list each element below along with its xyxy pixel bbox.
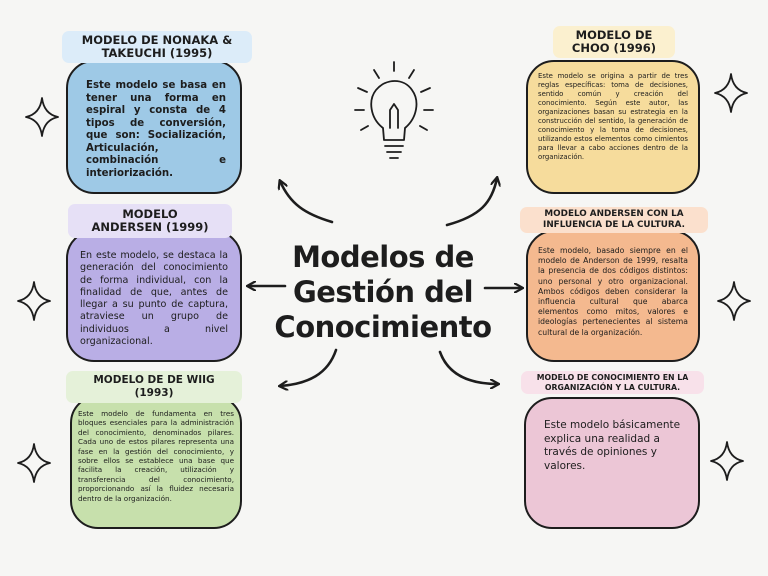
sparkle-icon [715, 74, 747, 112]
lightbulb-icon [355, 62, 433, 158]
central-title [258, 240, 508, 345]
sparkle-icon [18, 282, 50, 320]
model-cultura-text: Este modelo básicamente explica una realidad a través de opiniones y valores. [544, 419, 681, 472]
model-andersen-cultura-title: MODELO ANDERSEN CON LA INFLUENCIA DE LA CULTURA. [520, 207, 708, 233]
arrow-to-choo [447, 178, 497, 225]
title-line-1: Modelos de [292, 240, 474, 274]
title-line-2: Gestión del [292, 275, 474, 309]
model-choo-title: MODELO DE CHOO (1996) [553, 26, 675, 58]
arrow-to-cultura [440, 352, 498, 384]
model-andersen-box [66, 230, 242, 362]
sparkle-icon [18, 444, 50, 482]
model-nonaka-box [66, 60, 242, 194]
model-nonaka-title: MODELO DE NONAKA & TAKEUCHI (1995) [62, 31, 252, 63]
model-wiig-text: Este modelo de fundamenta en tres bloques esenciales para la administración del conocimiento, denominados pilares. Cada uno de estos pilares representa una fase en la gestión del conocimiento, y sobre ellos se establece una base que facilita la creación, utilización y transferencia del conocimiento, proporcionando así la fluidez necesaria dentro de la organización. [78, 409, 234, 503]
sparkle-icon [26, 98, 58, 136]
model-cultura-box [524, 397, 700, 529]
model-andersen-cultura-box [526, 230, 700, 362]
sparkle-icon [711, 442, 743, 480]
arrow-to-nonaka [280, 181, 332, 222]
model-nonaka-text: Este modelo se basa en tener una forma en espiral y consta de 4 tipos de conversión, que son: Socialización, Articulación, combinación e interiorización. [86, 80, 226, 179]
sparkle-icon [718, 282, 750, 320]
model-andersen-cultura-text: Este modelo, basado siempre en el modelo de Anderson de 1999, resalta la presencia de dos códigos distintos: uno personal y otro organizacional. Ambos códigos deben considerar la influencia cultural que abarca elementos como mitos, valores e ideologías pertenecientes al sistema cultural de la organización. [538, 246, 688, 337]
model-andersen-text: En este modelo, se destaca la generación del conocimiento de forma individual, con la finalidad de que, antes de llegar a su punto de captura, atraviese un grupo de individuos a nivel organizacional. [80, 250, 228, 348]
title-line-3: Conocimiento [274, 310, 492, 344]
model-choo-box [526, 60, 700, 194]
model-choo-text: Este modelo se origina a partir de tres reglas específicas: toma de decisiones, sentido común y creación del conocimiento. Según este autor, las organizaciones basan su estrategia en la construcción del sentido, la generación de conocimiento y la toma de decisiones, utilizando estos elementos como cimientos para llevar a cabo acciones dentro de la organización. [538, 72, 688, 161]
model-andersen-title: MODELO ANDERSEN (1999) [68, 204, 232, 238]
model-wiig-title: MODELO DE DE WIIG (1993) [66, 371, 242, 403]
model-cultura-title: MODELO DE CONOCIMIENTO EN LA ORGANIZACIÓN Y LA CULTURA. [521, 371, 704, 394]
arrow-to-wiig [280, 350, 336, 386]
model-wiig-box [70, 395, 242, 529]
